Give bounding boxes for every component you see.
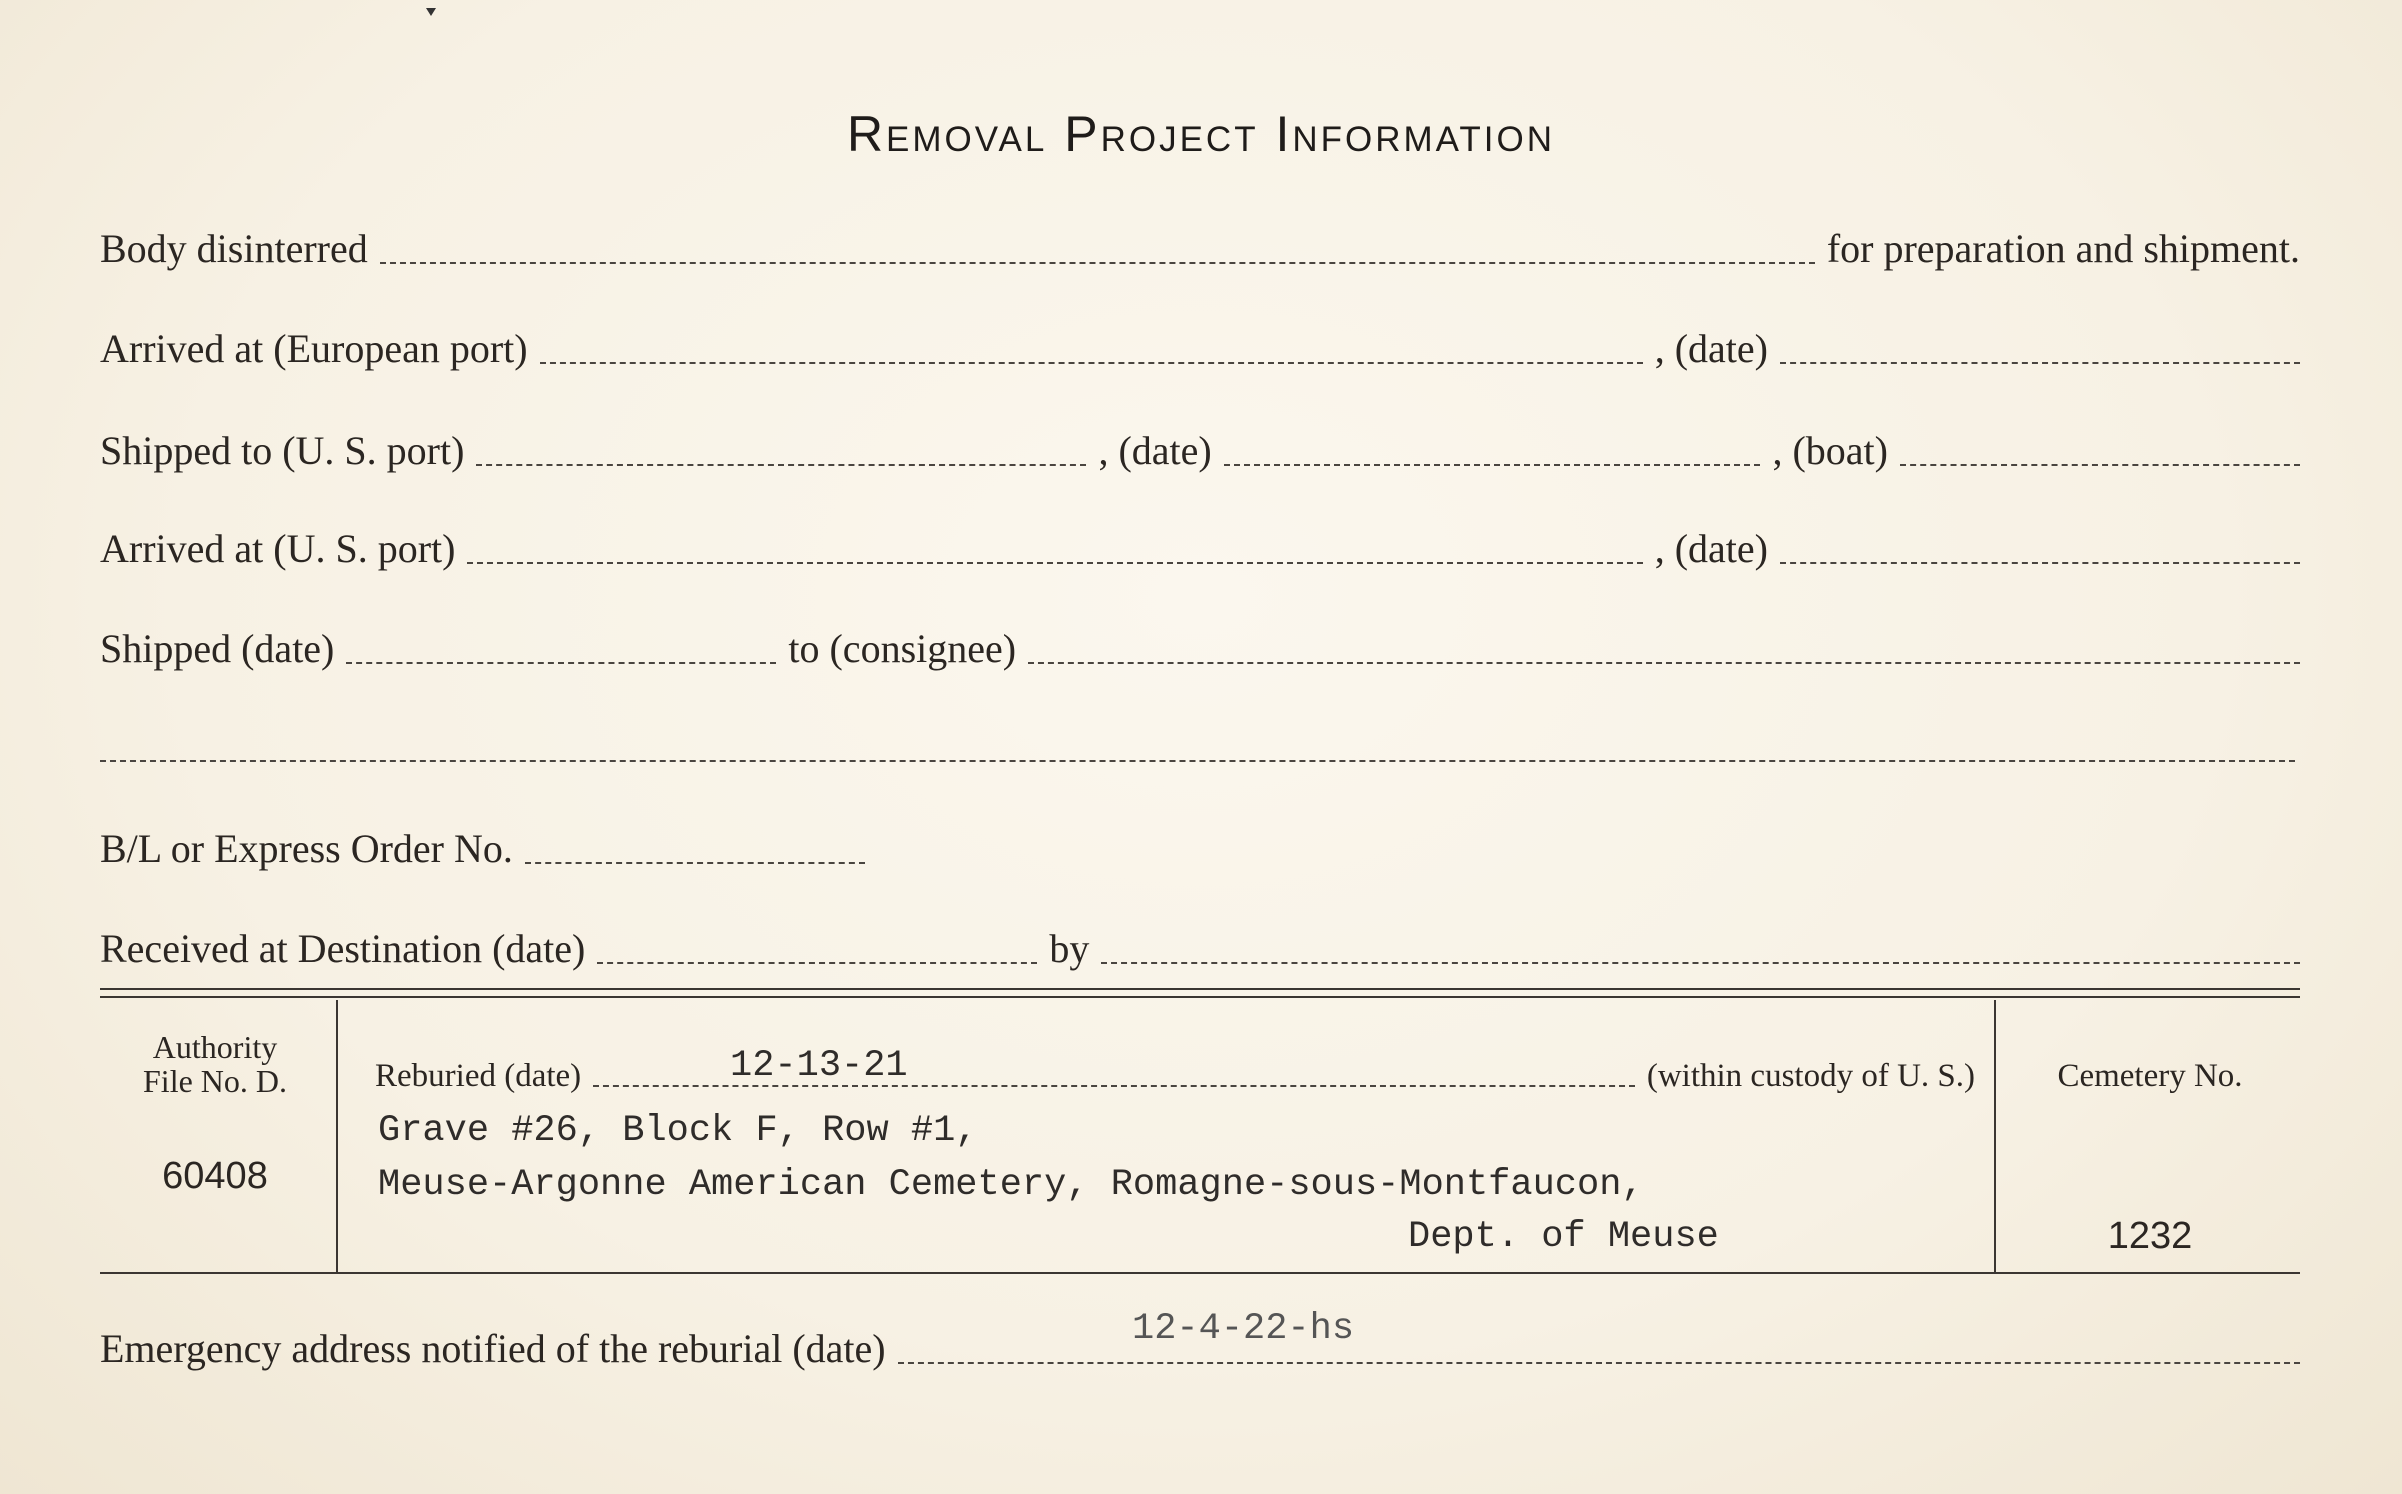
row-shipped-us — [100, 427, 2300, 474]
bl-order-label: B/L or Express Order No. — [100, 826, 513, 871]
authority-label-line-2: File No. D. — [143, 1063, 287, 1099]
shipped-us-date-label: , (date) — [1098, 428, 1212, 473]
authority-label-line-1: Authority — [152, 1029, 278, 1065]
row-received — [100, 925, 2300, 972]
received-date-field — [597, 962, 1037, 964]
emergency-date-field — [898, 1362, 2300, 1364]
authority-file-number: 60408 — [162, 1155, 268, 1197]
row-bl-order — [100, 825, 2300, 872]
arrived-us-date-field — [1780, 562, 2300, 564]
arrived-us-label: Arrived at (U. S. port) — [100, 526, 456, 571]
arrived-us-date-label: , (date) — [1654, 526, 1768, 571]
body-disinterred-field — [380, 262, 1815, 264]
grave-location-line-2: Meuse-Argonne American Cemetery, Romagne-sous-Montfaucon, — [378, 1164, 1644, 1206]
authority-label — [110, 1030, 320, 1098]
emergency-label: Emergency address notified of the reburial (date) — [100, 1326, 886, 1371]
received-label: Received at Destination (date) — [100, 926, 586, 971]
arrived-european-date-field — [1780, 362, 2300, 364]
row-body-disinterred — [100, 225, 2300, 272]
european-port-field — [540, 362, 1643, 364]
consignee-field — [1028, 662, 2300, 664]
column-divider-left — [336, 1000, 338, 1272]
shipped-us-boat-label: , (boat) — [1772, 428, 1888, 473]
column-divider-right — [1994, 1000, 1996, 1272]
received-by-label: by — [1049, 926, 1090, 971]
section-rule-top — [100, 988, 2300, 990]
shipped-us-label: Shipped to (U. S. port) — [100, 428, 465, 473]
arrived-european-label: Arrived at (European port) — [100, 326, 528, 371]
cemetery-number-label: Cemetery No. — [2057, 1058, 2243, 1094]
shipped-us-date-field — [1224, 464, 1761, 466]
received-by-field — [1101, 962, 2300, 964]
form-title: Removal Project Information — [846, 106, 1556, 162]
reburied-row — [375, 1058, 1975, 1095]
us-port-field — [476, 464, 1086, 466]
row-shipped-date — [100, 625, 2300, 672]
reburied-date-value: 12-13-21 — [730, 1045, 908, 1087]
row-arrived-european — [100, 325, 2300, 372]
reburied-label: Reburied (date) — [375, 1058, 582, 1094]
shipped-date-field — [346, 662, 776, 664]
consignee-continuation-field — [100, 760, 2295, 762]
grave-location-line-3: Dept. of Meuse — [1408, 1216, 1719, 1258]
ink-mark — [426, 8, 436, 16]
section-rule-bottom — [100, 1272, 2300, 1274]
bl-order-field — [525, 862, 865, 864]
body-disinterred-label: Body disinterred — [100, 226, 368, 271]
body-disinterred-suffix: for preparation and shipment. — [1826, 226, 2300, 271]
emergency-date-value: 12-4-22-hs — [1132, 1308, 1355, 1350]
consignee-label: to (consignee) — [788, 626, 1017, 671]
arrived-us-port-field — [467, 562, 1642, 564]
arrived-european-date-label: , (date) — [1654, 326, 1768, 371]
custody-label: (within custody of U. S.) — [1646, 1058, 1975, 1094]
boat-field — [1900, 464, 2300, 466]
cemetery-number-value: 1232 — [2107, 1215, 2193, 1257]
row-arrived-us — [100, 525, 2300, 572]
grave-location-line-1: Grave #26, Block F, Row #1, — [378, 1110, 978, 1152]
shipped-date-label: Shipped (date) — [100, 626, 335, 671]
section-rule-top-inner — [100, 996, 2300, 998]
